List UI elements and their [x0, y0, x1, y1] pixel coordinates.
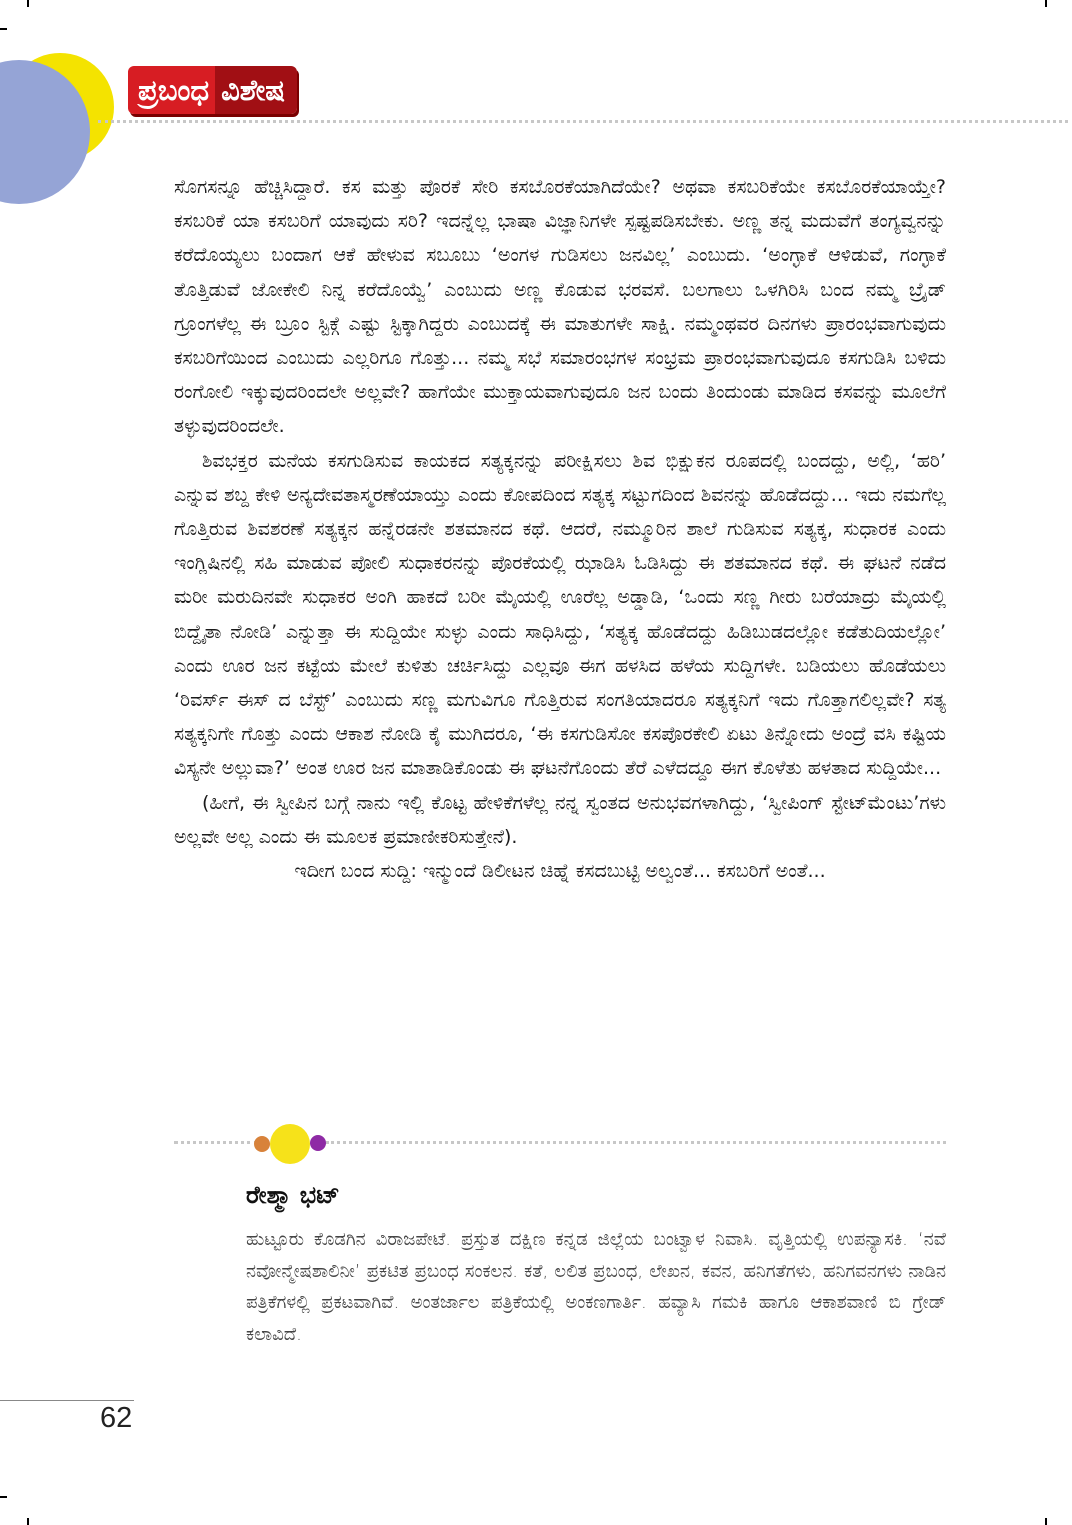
crop-mark-left-lower [0, 1496, 7, 1498]
section-tag-word-1: ಪ್ರಬಂಧ [128, 66, 215, 114]
crop-mark-left-upper [0, 28, 7, 30]
author-block [246, 1176, 946, 1350]
section-tag [128, 66, 297, 114]
crop-mark-bottom-right [1045, 1518, 1047, 1525]
page-number: 62 [100, 1402, 133, 1434]
section-tag-word-2: ವಿಶೇಷ [215, 66, 297, 114]
article-paragraph: ಸೊಗಸನ್ನೂ ಹೆಚ್ಚಿಸಿದ್ದಾರೆ. ಕಸ ಮತ್ತು ಪೊರಕೆ ಸೇರಿ ಕಸಬೊರಕೆಯಾಗಿದೆಯೇ? ಅಥವಾ ಕಸಬರಿಕೆಯೇ ಕಸಬೊರಕೆಯಾಯ್ತೇ? ಕಸಬರಿಕೆ ಯಾ ಕಸಬರಿಗೆ ಯಾವುದು ಸರಿ? ಇದನ್ನೆಲ್ಲ ಭಾಷಾ ವಿಜ್ಞಾನಿಗಳೇ ಸ್ಪಷ್ಟಪಡಿಸಬೇಕು. ಅಣ್ಣ ತನ್ನ ಮದುವೆಗೆ ತಂಗ್ಯವ್ವನನ್ನು ಕರೆದೊಯ್ಯಲು ಬಂದಾಗ ಆಕೆ ಹೇಳುವ ಸಬೂಬು ‘ಅಂಗಳ ಗುಡಿಸಲು ಜನವಿಲ್ಲ’ ಎಂಬುದು. ‘ಅಂಗ್ಳಾಕೆ ಆಳಿಡುವೆ, ಗಂಗ್ಳಾಕೆ ತೊತ್ತಿಡುವೆ ಜೋಕೇಲಿ ನಿನ್ನ ಕರೆದೊಯ್ವೆ’ ಎಂಬುದು ಅಣ್ಣ ಕೊಡುವ ಭರವಸೆ. ಬಲಗಾಲು ಒಳಗಿರಿಸಿ ಬಂದ ನಮ್ಮ ಬ್ರೈಡ್ ಗ್ರೂಂಗಳೆಲ್ಲ ಈ ಬ್ರೂಂ ಸ್ಟಿಕ್ಗೆ ಎಷ್ಟು ಸ್ಟಿಕ್ಕಾಗಿದ್ದರು ಎಂಬುದಕ್ಕೆ ಈ ಮಾತುಗಳೇ ಸಾಕ್ಷಿ. ನಮ್ಮಂಥವರ ದಿನಗಳು ಪ್ರಾರಂಭವಾಗುವುದು ಕಸಬರಿಗೆಯಿಂದ ಎಂಬುದು ಎಲ್ಲರಿಗೂ ಗೊತ್ತು... ನಮ್ಮ ಸಭೆ ಸಮಾರಂಭಗಳ ಸಂಭ್ರಮ ಪ್ರಾರಂಭವಾಗುವುದೂ ಕಸಗುಡಿಸಿ ಬಳಿದು ರಂಗೋಲಿ ಇಕ್ಕುವುದರಿಂದಲೇ ಅಲ್ಲವೇ? ಹಾಗೆಯೇ ಮುಕ್ತಾಯವಾಗುವುದೂ ಜನ ಬಂದು ತಿಂದುಂಡು ಮಾಡಿದ ಕಸವನ್ನು ಮೂಲೆಗೆ ತಳ್ಳುವುದರಿಂದಲೇ. [174, 176, 946, 438]
author-separator-rule-left [174, 1141, 258, 1144]
crop-mark-top-left [27, 0, 29, 7]
author-name: ರೇಶ್ಮಾ ಭಟ್ [246, 1181, 340, 1209]
author-bio: ಹುಟ್ಟೂರು ಕೊಡಗಿನ ವಿರಾಜಪೇಟೆ. ಪ್ರಸ್ತುತ ದಕ್ಷಿಣ ಕನ್ನಡ ಜಿಲ್ಲೆಯ ಬಂಟ್ವಾಳ ನಿವಾಸಿ. ವೃತ್ತಿಯಲ್ಲಿ ಉಪನ್ಯಾಸಕಿ. ‘ನವೆ ನವೋನ್ಮೇಷಶಾಲಿನೀ’ ಪ್ರಕಟಿತ ಪ್ರಬಂಧ ಸಂಕಲನ. ಕತೆ, ಲಲಿತ ಪ್ರಬಂಧ, ಲೇಖನ, ಕವನ, ಹನಿಗತೆಗಳು, ಹನಿಗವನಗಳು ನಾಡಿನ ಪತ್ರಿಕೆಗಳಲ್ಲಿ ಪ್ರಕಟವಾಗಿವೆ. ಅಂತರ್ಜಾಲ ಪತ್ರಿಕೆಯಲ್ಲಿ ಅಂಕಣಗಾರ್ತಿ. ಹವ್ಯಾಸಿ ಗಮಕಿ ಹಾಗೂ ಆಕಾಶವಾಣಿ ಬಿ ಗ್ರೇಡ್ ಕಲಾವಿದೆ. [246, 1229, 946, 1345]
separator-dots [252, 1123, 332, 1167]
crop-mark-top-right [1045, 0, 1047, 7]
yellow-dot [270, 1124, 310, 1164]
article-body [174, 170, 946, 888]
header-dotted-rule [98, 120, 1068, 123]
author-separator-rule-right [326, 1141, 946, 1144]
purple-dot [310, 1135, 326, 1151]
article-closing-line: ಇದೀಗ ಬಂದ ಸುದ್ದಿ: ಇನ್ಮುಂದೆ ಡಿಲೀಟನ ಚಿಹ್ನೆ ಕಸದಬುಟ್ಟಿ ಅಲ್ವಂತೆ... ಕಸಬರಿಗೆ ಅಂತೆ... [294, 860, 826, 883]
orange-dot [254, 1136, 270, 1152]
article-paragraph: (ಹೀಗೆ, ಈ ಸ್ವೀಪಿನ ಬಗ್ಗೆ ನಾನು ಇಲ್ಲಿ ಕೊಟ್ಟ ಹೇಳಿಕೆಗಳೆಲ್ಲ ನನ್ನ ಸ್ವಂತದ ಅನುಭವಗಳಾಗಿದ್ದು, ‘ಸ್ವೀಪಿಂಗ್ ಸ್ಟೇಟ್‌ಮೆಂಟು’ಗಳು ಅಲ್ಲವೇ ಅಲ್ಲ ಎಂದು ಈ ಮೂಲಕ ಪ್ರಮಾಣೀಕರಿಸುತ್ತೇನೆ). [174, 791, 946, 848]
crop-mark-bottom-left [27, 1518, 29, 1525]
article-paragraph: ಶಿವಭಕ್ತರ ಮನೆಯ ಕಸಗುಡಿಸುವ ಕಾಯಕದ ಸತ್ಯಕ್ಕನನ್ನು ಪರೀಕ್ಷಿಸಲು ಶಿವ ಭಿಕ್ಷುಕನ ರೂಪದಲ್ಲಿ ಬಂದದ್ದು, ಅಲ್ಲಿ, ‘ಹರಿ’ ಎನ್ನುವ ಶಬ್ದ ಕೇಳಿ ಅನ್ಯದೇವತಾಸ್ಮರಣೆಯಾಯ್ತು ಎಂದು ಕೋಪದಿಂದ ಸತ್ಯಕ್ಕ ಸಟ್ಟುಗದಿಂದ ಶಿವನನ್ನು ಹೊಡೆದದ್ದು... ಇದು ನಮಗೆಲ್ಲ ಗೊತ್ತಿರುವ ಶಿವಶರಣೆ ಸತ್ಯಕ್ಕನ ಹನ್ನೆರಡನೇ ಶತಮಾನದ ಕಥೆ. ಆದರೆ, ನಮ್ಮೂರಿನ ಶಾಲೆ ಗುಡಿಸುವ ಸತ್ಯಕ್ಕ, ಸುಧಾರಕ ಎಂದು ಇಂಗ್ಲಿಷಿನಲ್ಲಿ ಸಹಿ ಮಾಡುವ ಪೋಲಿ ಸುಧಾಕರನನ್ನು ಪೊರಕೆಯಲ್ಲಿ ಝಾಡಿಸಿ ಓಡಿಸಿದ್ದು ಈ ಶತಮಾನದ ಕಥೆ. ಈ ಘಟನೆ ನಡೆದ ಮರೀ ಮರುದಿನವೇ ಸುಧಾಕರ ಅಂಗಿ ಹಾಕದೆ ಬರೀ ಮೈಯಲ್ಲಿ ಊರೆಲ್ಲ ಅಡ್ಡಾಡಿ, ‘ಒಂದು ಸಣ್ಣ ಗೀರು ಬರೆಯಾದ್ರು ಮೈಯಲ್ಲಿ ಬಿದ್ದೈತಾ ನೋಡಿ’ ಎನ್ನುತ್ತಾ ಈ ಸುದ್ದಿಯೇ ಸುಳ್ಳು ಎಂದು ಸಾಧಿಸಿದ್ದು, ‘ಸತ್ಯಕ್ಕ ಹೊಡೆದದ್ದು ಹಿಡಿಬುಡದಲ್ಲೋ ಕಡೆತುದಿಯಲ್ಲೋ’ ಎಂದು ಊರ ಜನ ಕಟ್ಟೆಯ ಮೇಲೆ ಕುಳಿತು ಚರ್ಚಿಸಿದ್ದು ಎಲ್ಲವೂ ಈಗ ಹಳಸಿದ ಹಳೆಯ ಸುದ್ದಿಗಳೇ. ಬಡಿಯಲು ಹೊಡೆಯಲು ‘ರಿವರ್ಸ್ ಈಸ್ ದ ಬೆಸ್ಟ್’ ಎಂಬುದು ಸಣ್ಣ ಮಗುವಿಗೂ ಗೊತ್ತಿರುವ ಸಂಗತಿಯಾದರೂ ಸತ್ಯಕ್ಕನಿಗೆ ಇದು ಗೊತ್ತಾಗಲಿಲ್ಲವೇ? ಸತ್ಯ ಸತ್ಯಕ್ಕನಿಗೇ ಗೊತ್ತು ಎಂದು ಆಕಾಶ ನೋಡಿ ಕೈ ಮುಗಿದರೂ, ‘ಈ ಕಸಗುಡಿಸೋ ಕಸಪೊರಕೇಲಿ ಏಟು ತಿನ್ನೋದು ಅಂದ್ರೆ ವಸಿ ಕಷ್ಟಿಯ ವಿಸ್ಯನೇ ಅಲ್ಲುವಾ?’ ಅಂತ ಊರ ಜನ ಮಾತಾಡಿಕೊಂಡು ಈ ಘಟನೆಗೊಂದು ತೆರೆ ಎಳೆದದ್ದೂ ಈಗ ಕೊಳೆತು ಹಳತಾದ ಸುದ್ದಿಯೇ... [174, 449, 946, 780]
